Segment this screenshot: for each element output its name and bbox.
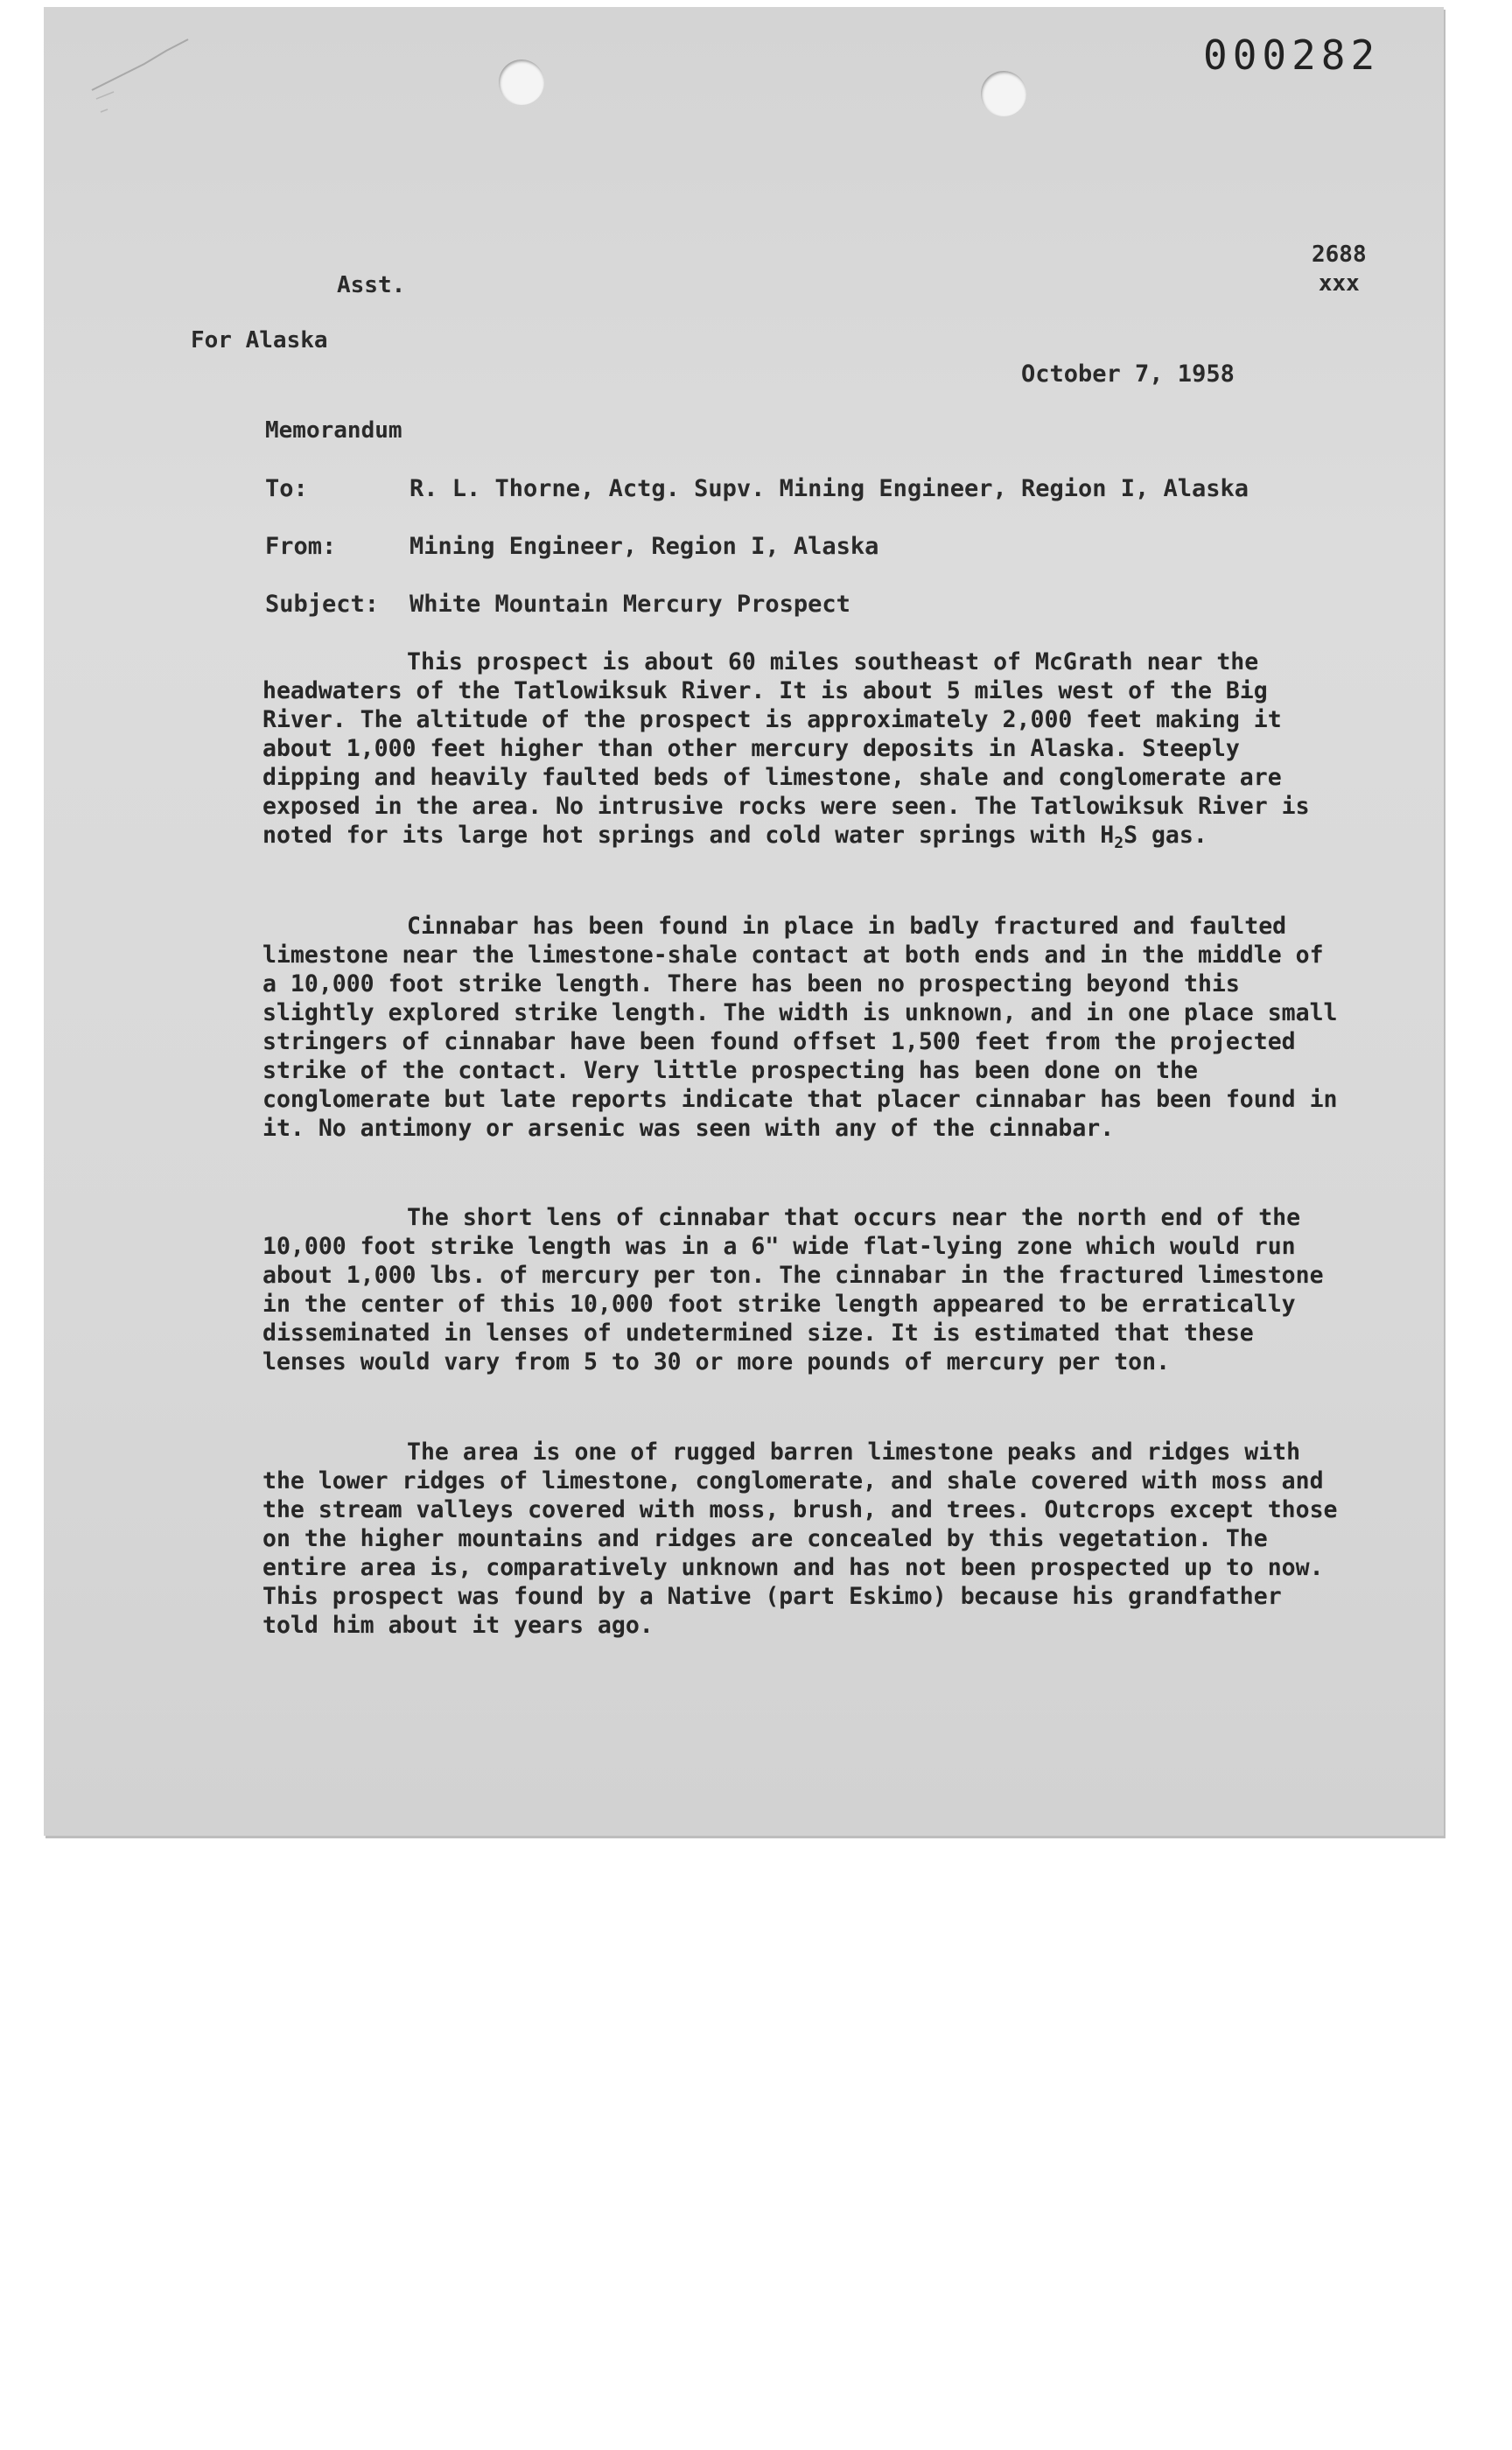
p1-end: S gas. (1124, 822, 1208, 849)
punch-hole-left (499, 60, 544, 105)
file-reference-mark: xxx (1318, 270, 1360, 297)
from-value: Mining Engineer, Region I, Alaska (410, 533, 879, 560)
routing-line-asst: Asst. (337, 272, 406, 298)
file-reference-number: 2688 (1312, 242, 1367, 268)
memo-date: October 7, 1958 (1021, 360, 1235, 388)
memo-type-label: Memorandum (265, 417, 402, 444)
p1-text: This prospect is about 60 miles southeast of McGrath near the headwaters of the Tatlowiksuk River. It is about 5 miles west of the Big River. The altitude of the prospect is approximately 2,000 feet making it about 1,000 feet higher than other mercury deposits in Alaska. Steeply dipping and heavily faulted beds of limestone, shale and conglomerate are exposed in the area. No intrusive rocks were seen. The Tatlowiksuk River is noted for its large hot springs and cold water springs with H (262, 648, 1310, 849)
memo-subject-row (265, 591, 850, 618)
punch-hole-right (981, 71, 1026, 116)
routing-line-alaska: For Alaska (191, 327, 328, 354)
from-label: From: (265, 533, 337, 560)
memo-from-row (265, 533, 878, 560)
memo-to-row (265, 475, 1249, 502)
subject-value: White Mountain Mercury Prospect (410, 591, 850, 618)
body-paragraph-1 (262, 648, 1339, 858)
document-stamp-number: 000282 (1203, 32, 1381, 79)
file-reference (1312, 241, 1367, 298)
pencil-scribble-mark (83, 29, 214, 134)
body-paragraph-4: The area is one of rugged barren limestone peaks and ridges with the lower ridges of limestone, conglomerate, and shale covered with moss and the stream valleys covered with moss, brush, and trees. Outcrops except those on the higher mountains and ridges are concealed by this vegetation. The entire area is, comparatively unknown and has not been prospected up to now. This prospect was found by a Native (part Eskimo) because his grandfather told him about it years ago. (262, 1438, 1338, 1639)
subject-label: Subject: (265, 591, 380, 618)
body-paragraph-3: The short lens of cinnabar that occurs near the north end of the 10,000 foot strike length was in a 6" wide flat-lying zone which would run about 1,000 lbs. of mercury per ton. The cinnabar in the fractured limestone in the center of this 10,000 foot strike length appeared to be erratically disseminated in lenses of undetermined size. It is estimated that these lenses would vary from 5 to 30 or more pounds of mercury per ton. (262, 1204, 1324, 1376)
p1-subscript: 2 (1114, 834, 1124, 852)
body-paragraph-2: Cinnabar has been found in place in badly fractured and faulted limestone near the limestone-shale contact at both ends and in the middle of a 10,000 foot strike length. There has been no prospecting beyond this slightly explored strike length. The width is unknown, and in one place small stringers of cinnabar have been found offset 1,500 feet from the projected strike of the contact. Very little prospecting has been done on the conglomerate but late reports indicate that placer cinnabar has been found in it. No antimony or arsenic was seen with any of the cinnabar. (262, 913, 1338, 1142)
to-label: To: (265, 475, 308, 502)
to-value: R. L. Thorne, Actg. Supv. Mining Engineer, Region I, Alaska (410, 475, 1250, 502)
